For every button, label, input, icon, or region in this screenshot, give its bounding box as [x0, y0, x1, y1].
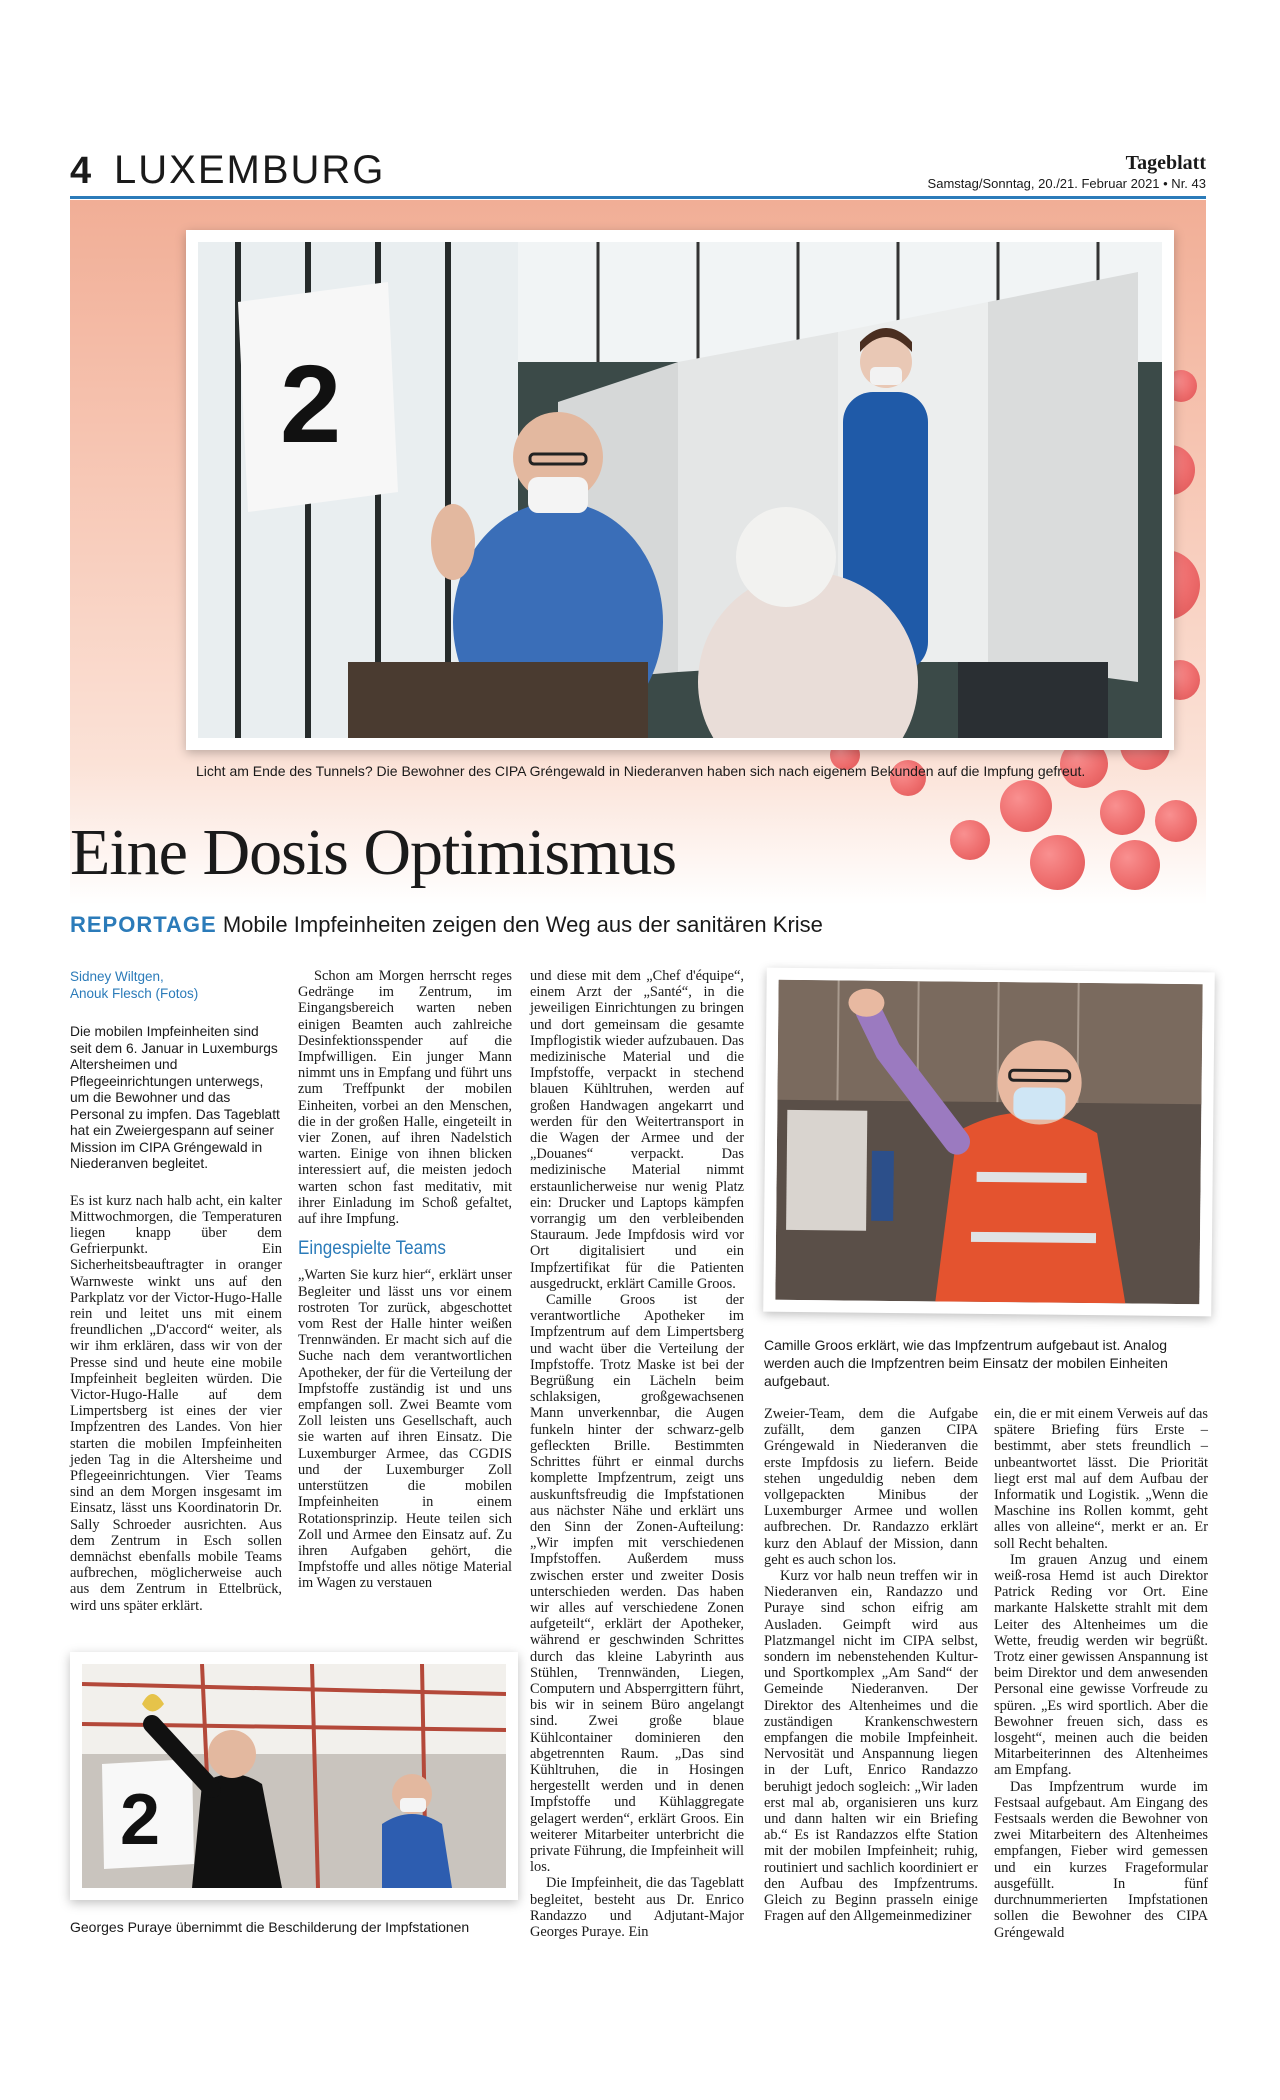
paragraph: Im grauen Anzug und einem weiß-rosa Hemd ist auch Direktor Patrick Reding vor Ort. Eine markante Halskette strahlt mit dem Leiter des Altenheimes um die Wette, freudig werden wir begrüßt. Trotz einer gewissen Anspannung ist beim Direktor und dem anwesenden Personal eine gewisse Vorfreude zu spüren. „Es wird sportlich. Aber die Bewohner freuen sich, dass es losgeht“, meinen auch die beiden Mitarbeiterinnen des Altenheimes am Empfang. [994, 1551, 1208, 1779]
photo-left-caption: Georges Puraye übernimmt die Beschilderung der Impfstationen [70, 1919, 470, 1935]
kicker-label: REPORTAGE [70, 912, 217, 937]
paragraph: ein, die er mit einem Verweis auf das spätere Briefing fürs Erste – bestimmt, aber stets freundlich – unbeantwortet lässt. Die Priorität liegt erst mal auf dem Aufbau der Informatik und Logistik. „Wenn die Maschine ins Rollen kommt, geht alles von alleine“, merkt er an. Er soll Recht behalten. [994, 1406, 1208, 1552]
paragraph: Kurz vor halb neun treffen wir in Niederanven ein, Randazzo und Puraye sind schon eifrig am Ausladen. Geimpft wird aus Platzmangel nicht im CIPA selbst, sondern im nebenstehenden Kultur- und Sportkomplex „Am Sand“ der Gemeinde Niederanven. Der Direktor des Altenheimes und die zuständigen Krankenschwestern empfangen die mobile Impfeinheit. Nervosität und Anspannung liegen in der Luft, Enrico Randazzo beruhigt jedoch sogleich: „Wir laden erst mal ab, organisieren uns kurz und dann halten wir ein Briefing ab.“ Es ist Randazzos elfte Station mit der mobilen Impfeinheit; ruhig, routiniert und sachlich koordiniert er den Aufbau des Impfzentrums. Gleich zu Beginn prasseln einige Fragen auf den Allgemeinmediziner [764, 1568, 978, 1925]
photo-left [82, 1664, 506, 1888]
subheading: Eingespielte Teams [298, 1238, 446, 1260]
hero-caption: Licht am Ende des Tunnels? Die Bewohner des CIPA Gréngewald in Niederanven haben sich nach eigenem Bekunden auf die Impfung gefreut. [196, 763, 1086, 779]
article-headline: Eine Dosis Optimismus [70, 816, 677, 889]
photo-right-caption: Camille Groos erklärt, wie das Impfzentrum aufgebaut ist. Analog werden auch die Impfzentren beim Einsatz der mobilen Einheiten aufgebaut. [764, 1337, 1168, 1389]
photo-left-sign-number: 2 [120, 1780, 161, 1860]
hero-sign-number: 2 [280, 343, 342, 466]
kicker-text: Mobile Impfeinheiten zeigen den Weg aus der sanitären Krise [222, 912, 823, 937]
article-kicker [70, 912, 823, 938]
photo-right-frame [763, 968, 1215, 1317]
hero-photo-frame [186, 230, 1174, 750]
paragraph: Die Impfeinheit, die das Tageblatt begleitet, besteht aus Dr. Enrico Randazzo und Adjutant-Major Georges Puraye. Ein [530, 1875, 744, 1940]
photo-credit-line: Anouk Flesch (Fotos) [70, 986, 199, 1001]
paragraph: Es ist kurz nach halb acht, ein kalter Mittwochmorgen, die Temperaturen liegen knapp über dem Gefrierpunkt. Ein Sicherheitsbeauftragter in oranger Warnweste winkt uns auf den Parkplatz vor der Victor-Hugo-Halle rein und leitet uns mit einem freundlichen „D'accord“ weiter, als wir ihm erklären, dass wir von der Presse sind und heute eine mobile Impfeinheit begleiten würden. Die Victor-Hugo-Halle auf dem Limpertsberg ist eines der vier Impfzentren des Landes. Von hier starten die mobilen Impfeinheiten jeden Tag in die Altersheime und Pflegeeinrichtungen. Vier Teams sind an dem Morgen insgesamt im Einsatz, lässt uns Koordinatorin Dr. Sally Schroeder ausrichten. Aus dem Zentrum in Esch sollen demnächst ebenfalls mobile Teams aufbrechen, möglicherweise auch aus dem Zentrum in Ettelbrück, wird uns später erklärt. [70, 1192, 282, 1614]
paragraph: Zweier-Team, dem die Aufgabe zufällt, dem ganzen CIPA Gréngewald in Niederanven die erste Impfdosis zu liefern. Beide stehen ungeduldig neben dem vollgepackten Minibus der Luxemburger Armee und wollen aufbrechen. Dr. Randazzo erklärt kurz den Ablauf der Mission, dann geht es auch schon los. [764, 1406, 978, 1568]
paragraph: Camille Groos ist der verantwortliche Apotheker im Impfzentrum auf dem Limpertsberg und wacht über die Verteilung der Impfstoffe. Trotz Maske ist bei der Begrüßung ein Lächeln beim schlaksigen, großgewachsenen Mann unverkennbar, die Augen funkeln hinter der schwarz-gelb gefleckten Brille. Bestimmten Schrittes führt er einmal durchs komplette Impfzentrum, zeigt uns auskunftsfreudig die Impfstationen aus nächster Nähe und erklärt uns den Sinn der Zonen-Aufteilung: „Wir impfen mit verschiedenen Impfstoffen. Außerdem muss zwischen erster und zweiter Dosis unterschieden werden. Das haben wir alles auf verschiedene Zonen aufgeteilt“, erklärt der Apotheker, während er geschwinden Schrittes durch das kleine Labyrinth aus Stühlen, Trennwänden, Liegen, Computern und Absperrgittern führt, bis wir in seinem Büro angelangt sind. Zwei große blaue Kühlcontainer dominieren den abgetrennten Raum. „Das sind Kühltruhen, die in Hosingen hergestellt werden und in denen Impfstoffe und Kühlaggregate gelagert werden“, erklärt Groos. Ein weiterer Mitarbeiter unterbricht die private Führung, die Impfeinheit will los. [530, 1292, 744, 1876]
virus-dot [1000, 780, 1052, 832]
paragraph: Das Impfzentrum wurde im Festsaal aufgebaut. Am Eingang des Festsaals werden die Bewohner von zwei Mitarbeitern des Altenheimes empfangen, Fieber wird gemessen und ein kurzes Frageformular ausgefüllt. In fünf durchnummerierten Impfstationen sollen die Bewohner des CIPA Gréngewald [994, 1778, 1208, 1941]
column-1 [70, 968, 282, 1614]
page-number: 4 [70, 150, 92, 192]
author-line: Sidney Wiltgen, [70, 969, 164, 984]
virus-dot [1030, 835, 1085, 890]
hero-photo [198, 242, 1162, 738]
photo-right [775, 980, 1202, 1304]
dateline: Samstag/Sonntag, 20./21. Februar 2021 • Nr. 43 [927, 176, 1206, 191]
hero-band [70, 200, 1206, 905]
paragraph: und diese mit dem „Chef d'équipe“, einem Arzt der „Santé“, in die jeweiligen Einrichtungen zu bringen und dort gemeinsam die gesamte Impflogistik wieder aufzubauen. Das medizinische Material und die Impfstoffe, verpackt in stechend blauen Kühltruhen, werden auf großen Handwagen angekarrt und werden für den Weitertransport in die Wagen der Armee und der „Douanes“ verpackt. Das medizinische Material nimmt erstaunlicherweise nur wenig Platz ein: Drucker und Laptops kämpfen vorrangig um den verbleibenden Stauraum. Jede Impfdosis wird vor Ort digitalisiert und ein Impfzertifikat für die Patienten ausgedruckt, erklärt Camille Groos. [530, 968, 744, 1292]
section-title: LUXEMBURG [114, 148, 386, 192]
column-4 [764, 1406, 978, 1925]
virus-dot [1110, 840, 1160, 890]
header-rule [70, 196, 1206, 199]
virus-dot [1155, 800, 1197, 842]
article-intro: Die mobilen Impfeinheiten sind seit dem 6. Januar in Luxemburgs Altersheimen und Pflegeeinrichtungen unterwegs, um die Bewohner und das Personal zu impfen. Das Tageblatt hat ein Zweiergespann auf seiner Mission im CIPA Gréngewald in Niederanven begleitet. [70, 1024, 280, 1171]
virus-dot [1100, 790, 1145, 835]
publication-name: Tageblatt [1125, 152, 1206, 174]
paragraph: „Warten Sie kurz hier“, erklärt unser Begleiter und lässt uns vor einem rostroten Tor zurück, abgeschottet vom Rest der Halle hinter weißen Trennwänden. Er macht sich auf die Suche nach dem verantwortlichen Apotheker, der für die Verteilung der Impfstoffe zuständig ist und uns empfangen soll. Zwei Beamte vom Zoll leisten uns Gesellschaft, auch sie warten auf ihren Einsatz. Die Luxemburger Armee, das CGDIS und der Luxemburger Zoll unterstützen die mobilen Impfeinheiten in einem Rotationsprinzip. Heute teilen sich Zoll und Armee den Einsatz auf. Zu ihren Aufgaben gehört, die Impfstoffe und alles nötige Material im Wagen zu verstauen [298, 1267, 512, 1592]
column-5 [994, 1406, 1208, 1941]
photo-left-frame [70, 1652, 518, 1900]
column-3 [530, 968, 744, 1940]
virus-dot [950, 820, 990, 860]
column-2 [298, 968, 512, 1592]
paragraph: Schon am Morgen herrscht reges Gedränge im Zentrum, im Eingangsbereich warten neben einigen Beamten auch zahlreiche Desinfektionsspender auf die Impfwilligen. Ein junger Mann nimmt uns in Empfang und führt uns zum Treffpunkt der mobilen Einheiten, vorbei an den Menschen, die in der großen Halle, eingeteilt in vier Zonen, auf ihren Nadelstich warten. Einige von ihnen blicken interessiert auf, die meisten jedoch warten schon fast meditativ, mit ihrer Einladung im Schoß gefaltet, auf ihre Impfung. [298, 968, 512, 1228]
